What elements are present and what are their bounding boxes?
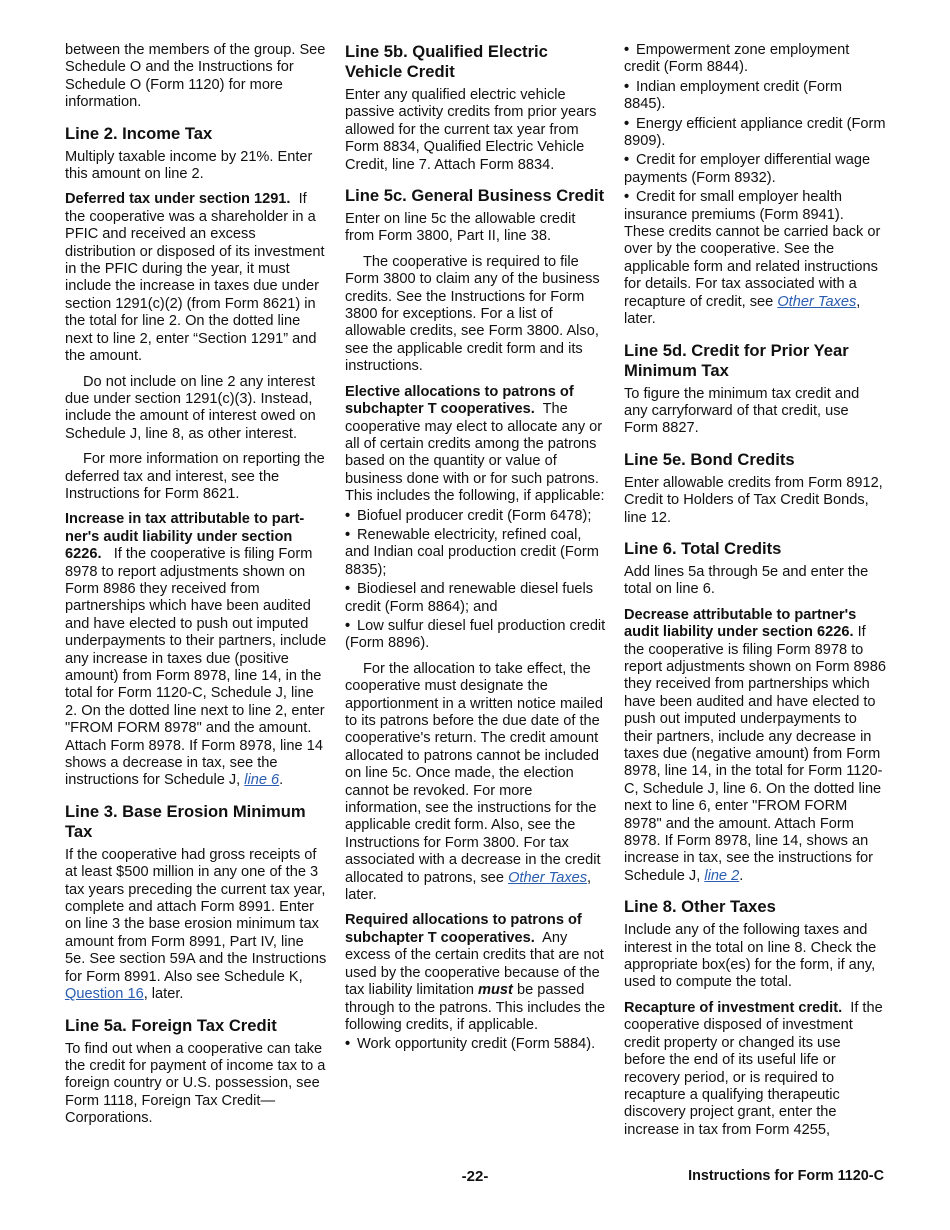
required-must: must — [478, 982, 513, 999]
deferred-tax-lead: Deferred tax under section 1291. — [65, 191, 291, 208]
list-item: • Low sulfur diesel fuel production credit (Form 8896). — [345, 617, 606, 652]
elective-allocations-lead: Elective allocations to patrons of subchapter T cooperatives. — [345, 383, 574, 418]
list-item: • Biodiesel and renewable diesel fuels credit (Form 8864); and — [345, 581, 594, 615]
bullet-icon: • — [624, 78, 630, 95]
line-5b-paragraph: Enter any qualified electric vehicle passive activity credits from prior years allowed for the current tax year from Form 8834, Qualified Electric Vehicle Credit, line 7. Attach Form 8834. — [345, 87, 597, 173]
required-credits-list-continued — [624, 42, 886, 224]
recapture-lead: Recapture of investment credit. — [624, 999, 843, 1016]
allocation-tail: , later. — [345, 869, 592, 904]
bullet-icon: • — [624, 42, 630, 58]
increase-tax-lead: Increase in tax attributable to part-ner's audit liability under section 6226. — [65, 511, 305, 563]
deferred-tax-paragraph — [65, 191, 327, 365]
line-3-text: If the cooperative had gross receipts of at least $500 million in any one of the 3 tax years preceding the current tax year, complete and attach Form 8991. Enter on line 3 the base erosion minimum tax amount from Form 8991, Part IV, line 5e. See section 59A and the Instructions for Form 8991. Also see Schedule K, — [65, 846, 327, 985]
credits-note-paragraph — [624, 224, 886, 328]
bullet-icon: • — [345, 581, 351, 598]
deferred-tax-text: If the cooperative was a shareholder in a PFIC and received an excess distribution or disposed of its investment in the PFIC during the year, it must include the increase in taxes due under section 1291(c)(2) (from Form 8621) in the total for line 2. On the dotted line next to line 2, enter “Section 1291” and the amount. — [65, 191, 325, 365]
required-credits-list — [345, 1036, 607, 1053]
heading-line-5b: Line 5b. Qualified Electric Vehicle Credit — [345, 42, 548, 81]
decrease-text: If the cooperative is filing Form 8978 to report adjustments shown on Form 8986 they received from partnerships which have been audited and have elected to push out imputed underpayments to their partners, include any decrease in taxes due (negative amount) from Form 8978, line 14, in the total for Form 1120-C, Schedule J, line 6. On the dotted line next to line 6, enter "FROM FORM 8978" and the amount. Attach Form 8978. If Form 8978, line 14, shows an increase in tax, see the instructions for Schedule J, — [624, 624, 887, 884]
decrease-paragraph: Decrease attributable to partner's audit liability under section 6226. If the cooperative is filing Form 8978 to report adjustments shown on Form 8986 they received from partnerships which have been audited and have elected to push out imputed underpayments to their partners, include any decrease in taxes due (negative amount) from Form 8978, line 14, in the total for Form 1120-C, Schedule J, line 6. On the dotted line next to line 6, enter "FROM FORM 8978" and the amount. Attach Form 8978. If Form 8978, line 14, shows an increase in tax, see the instructions for Schedule J, line 2. — [624, 606, 887, 884]
allocation-paragraph — [345, 661, 607, 905]
list-item: • Renewable electricity, refined coal, and Indian coal production credit (Form 8835); — [345, 526, 599, 578]
column-left — [65, 42, 327, 1136]
line-5e-paragraph: Enter allowable credits from Form 8912, Credit to Holders of Tax Credit Bonds, line 12. — [624, 474, 883, 526]
increase-tax-paragraph: Increase in tax attributable to part-ner's audit liability under section 6226. If the cooperative is filing Form 8978 to report adjustments shown on Form 8986 they received from partnerships which have been audited and have elected to push out imputed underpayments to their partners, include any increase in taxes due (positive amount) from Form 8978, line 14, in the total for Form 1120-C, Schedule J, line 2. On the dotted line next to line 2, enter "FROM FORM 8978" and the amount. Attach Form 8978. If Form 8978, line 14 shows a decrease in tax, see the instructions for Schedule J, line 6. — [65, 511, 327, 789]
link-other-taxes[interactable]: Other Taxes — [777, 293, 857, 310]
more-info-paragraph: For more information on reporting the deferred tax and interest, see the Instructions for Form 8621. — [65, 451, 325, 502]
line-3-paragraph — [65, 847, 327, 1004]
line-2-paragraph: Multiply taxable income by 21%. Enter this amount on line 2. — [65, 148, 313, 183]
list-item: • Energy efficient appliance credit (Form 8909). — [624, 115, 886, 150]
bullet-icon: • — [624, 189, 630, 206]
bullet-icon: • — [345, 617, 351, 634]
bullet-icon: • — [624, 115, 630, 132]
required-allocations-paragraph — [345, 912, 607, 1034]
intro-paragraph: between the members of the group. See Schedule O and the Instructions for Schedule O (Form 1120) for more information. — [65, 42, 326, 111]
heading-line-2: Line 2. Income Tax — [65, 123, 213, 143]
elective-allocations-text: The cooperative may elect to allocate any or all of certain credits among the patrons based on the quantity or value of business done with or for such patrons. This includes the following, if applicable: — [345, 401, 605, 505]
recapture-paragraph — [624, 1000, 886, 1139]
line-5d-paragraph: To figure the minimum tax credit and any carryforward of that credit, use Form 8827. — [624, 385, 860, 437]
heading-line-5a: Line 5a. Foreign Tax Credit — [65, 1015, 277, 1035]
list-item: • Credit for small employer health insurance premiums (Form 8941). — [624, 189, 844, 223]
credits-note-tail: , later. — [624, 293, 861, 328]
list-item: • Empowerment zone employment credit (Form 8844). — [624, 42, 850, 76]
recapture-text: If the cooperative disposed of investment credit property or changed its use before the end of its useful life or recovery period, or is required to recapture a qualifying therapeutic discovery project grant, enter the increase in tax from Form 4255, — [624, 999, 883, 1138]
line-3-tail: , later. — [143, 986, 184, 1003]
credits-note-text: These credits cannot be carried back or over by the cooperative. See the applicable form and related instructions for details. For tax associated with a recapture of credit, see — [624, 224, 881, 310]
line-5c-paragraph: Enter on line 5c the allowable credit from Form 3800, Part II, line 38. — [345, 211, 576, 245]
column-right — [624, 42, 886, 1147]
increase-tax-text: If the cooperative is filing Form 8978 to report adjustments shown on Form 8986 they received from partnerships which have been audited and have elected to push out imputed underpayments to their partners, include any increase in taxes due (positive amount) from Form 8978, line 14, in the total for Form 1120-C, Schedule J, line 2. On the dotted line next to line 2, enter "FROM FORM 8978" and the amount. Attach Form 8978. If Form 8978, line 14 shows a decrease in tax, see the instructions for Schedule J, — [65, 546, 327, 789]
link-line-2[interactable]: line 2 — [704, 867, 740, 884]
line-8-paragraph: Include any of the following taxes and interest in the total on line 8. Check the appropriate box(es) for the form, if any, used to compute the total. — [624, 922, 877, 991]
bullet-icon: • — [345, 1036, 351, 1053]
page-number: -22- — [461, 1168, 489, 1185]
line-6-paragraph: Add lines 5a through 5e and enter the total on line 6. — [624, 563, 869, 598]
do-not-include-paragraph: Do not include on line 2 any interest due under section 1291(c)(3). Instead, include the amount of interest owed on Schedule J, line 8, as other interest. — [65, 373, 316, 442]
heading-line-8: Line 8. Other Taxes — [624, 897, 776, 917]
bullet-icon: • — [345, 526, 351, 543]
page-footer — [0, 1168, 950, 1188]
list-item: • Indian employment credit (Form 8845). — [624, 78, 843, 113]
bullet-icon: • — [345, 507, 351, 524]
list-item: • Credit for employer differential wage payments (Form 8932). — [624, 152, 871, 186]
heading-line-5d: Line 5d. Credit for Prior Year Minimum Tax — [624, 340, 849, 380]
elective-credits-list — [345, 508, 607, 653]
column-middle — [345, 42, 607, 1062]
elective-allocations-paragraph — [345, 384, 607, 506]
allocation-text: For the allocation to take effect, the cooperative must designate the apportionment in a written notice mailed to its patrons before the due date of the cooperative's return. The credit amount allocated to patrons cannot be included on line 5c. Once made, the election cannot be revoked. For more information, see the instructions for the applicable credit form. Also, see the Instructions for Form 3800. For tax associated with a decrease in the credit allocated to patrons, see — [345, 660, 603, 886]
list-item: • Work opportunity credit (Form 5884). — [345, 1036, 596, 1053]
bullet-icon: • — [624, 152, 630, 169]
heading-line-3: Line 3. Base Erosion Minimum Tax — [65, 801, 306, 841]
heading-line-5e: Line 5e. Bond Credits — [624, 449, 795, 469]
line-5c-paragraph-2: The cooperative is required to file Form 3800 to claim any of the business credits. See the Instructions for Form 3800 for exceptions. For a list of allowable credits, see Form 3800. Also, see the applicable credit form and its instructions. — [345, 253, 600, 375]
document-title: Instructions for Form 1120-C — [688, 1168, 884, 1184]
decrease-lead: Decrease attributable to partner's audit liability under section 6226. — [624, 606, 857, 641]
link-other-taxes[interactable]: Other Taxes — [508, 869, 588, 886]
link-line-6[interactable]: line 6 — [244, 772, 280, 789]
line-5a-paragraph: To find out when a cooperative can take the credit for payment of income tax to a foreign country or U.S. possession, see Form 1118, Foreign Tax Credit—Corporations. — [65, 1040, 326, 1127]
heading-line-5c: Line 5c. General Business Credit — [345, 186, 605, 206]
heading-line-6: Line 6. Total Credits — [624, 538, 782, 558]
link-question-16[interactable]: Question 16 — [65, 986, 144, 1003]
required-allocations-text-a: Any excess of the certain credits that are not used by the cooperative because of the tax liability limitation — [345, 929, 604, 999]
list-item: • Biofuel producer credit (Form 6478); — [345, 507, 592, 524]
required-allocations-lead: Required allocations to patrons of subchapter T cooperatives. — [345, 912, 582, 946]
required-allocations-text-b: be passed through to the patrons. This includes the following credits, if applicable. — [345, 982, 606, 1033]
